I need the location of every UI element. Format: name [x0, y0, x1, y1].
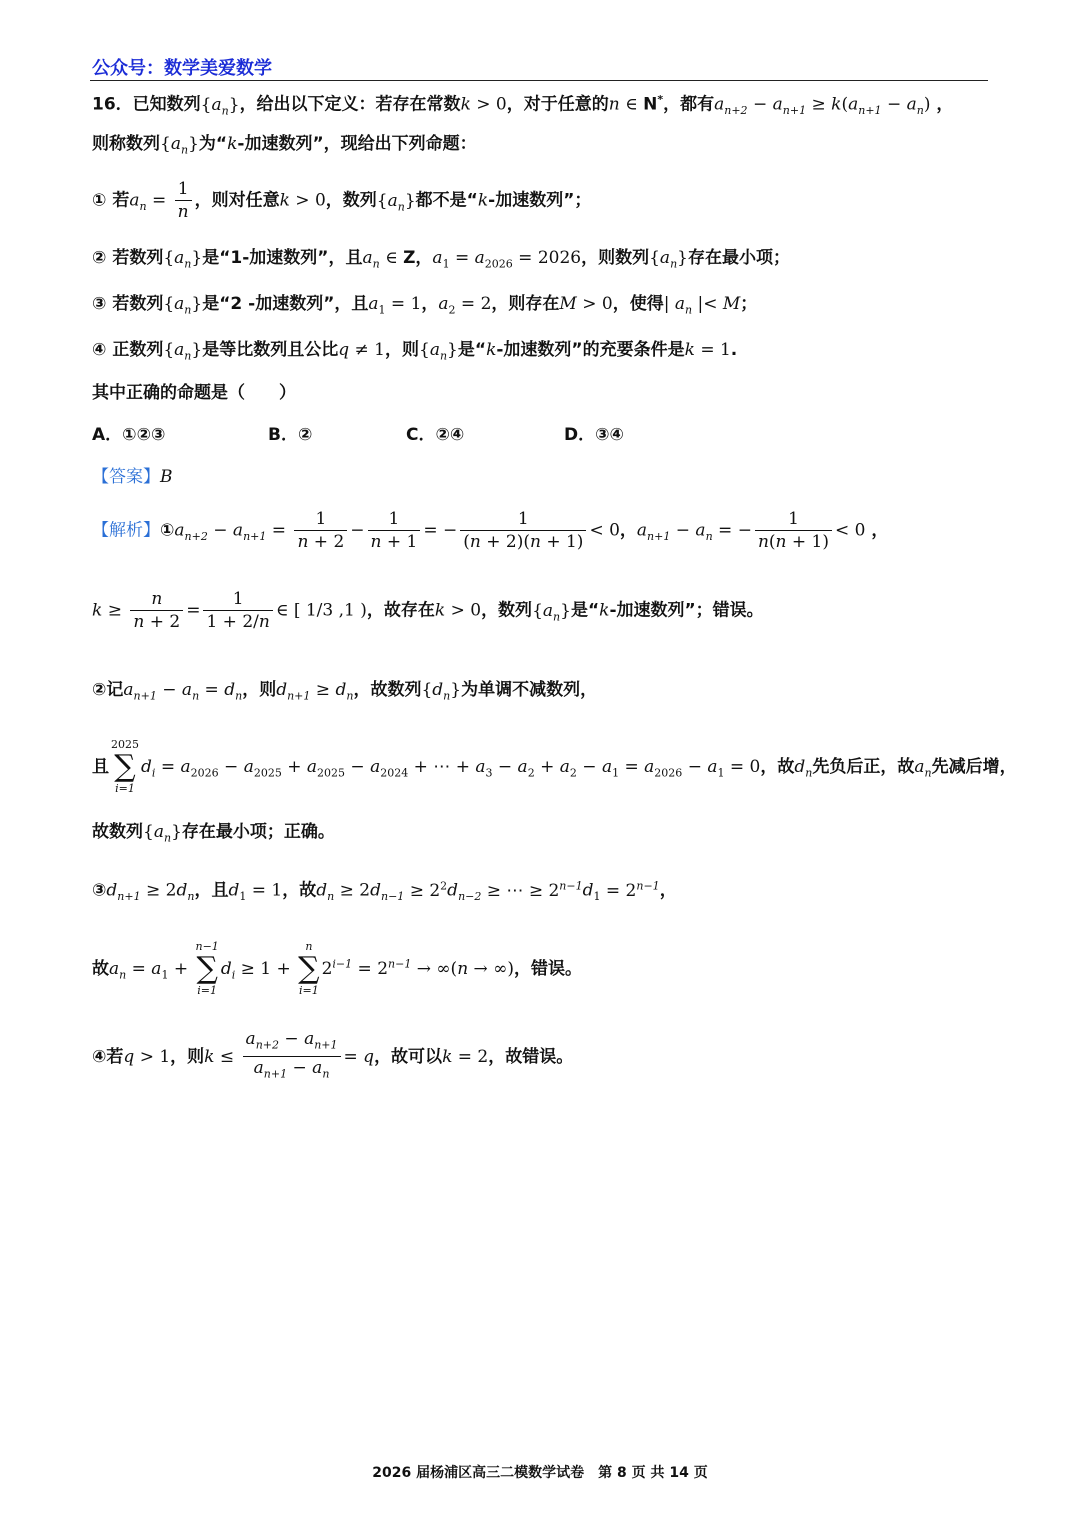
text: 是“	[570, 600, 600, 621]
option-letter: B．	[268, 425, 298, 445]
text: 存在最小项；正确。	[181, 822, 335, 842]
text: 且	[92, 757, 109, 777]
text: ，	[659, 880, 677, 901]
option-text: ③④	[595, 425, 624, 445]
text: ，故数列	[353, 680, 422, 700]
text: ，故存在	[366, 600, 435, 621]
text: 故	[92, 959, 109, 979]
header-rule	[90, 80, 988, 81]
text: ①	[160, 520, 175, 541]
text: 存在最小项；	[687, 248, 790, 268]
text: ，故	[282, 880, 317, 901]
text: ④若	[92, 1046, 124, 1067]
text: 先负后正，故	[812, 757, 915, 777]
option-b[interactable]	[268, 423, 406, 447]
prop-label: ④	[92, 340, 107, 360]
proposition-4: ④ 正数列$\{a_n\}$是等比数列且公比q ≠ 1，则$\{a_n\}$是“k-加速数列”的充要条件是k = 1.	[92, 340, 738, 363]
text: -加速数列”；	[488, 190, 592, 211]
option-a[interactable]	[92, 423, 268, 447]
question-line-2: 则称数列$\{a_n\}$为“k-加速数列”，现给出下列命题：	[92, 134, 477, 157]
text: ，给出以下定义：若存在常数	[239, 94, 461, 115]
analysis-step-1b: k ≥ $\frac{n}{n + 2}$ = $\frac{1}{1 + 2/n}$ ∈ [ 1/3 ,1 )，故存在k > 0，数列$\{a_n\}$是“k-加速数列”；错误。	[92, 589, 764, 632]
text: ，故	[760, 757, 795, 777]
text: 是“2 -加速数列”，且	[202, 294, 369, 314]
text: ，错误。	[514, 959, 582, 979]
answer-value: B	[160, 467, 173, 487]
answer-label: 【答案】	[92, 467, 160, 487]
text: ③	[92, 880, 107, 901]
analysis-label: 【解析】	[92, 520, 160, 541]
prop-label: ②	[92, 248, 107, 268]
proposition-2: ② 若数列$\{a_n\}$是“1-加速数列”，且$a_n$ ∈ Z，$a_1 = a_{2026} = 2026$，则数列$\{a_n\}$存在最小项；	[92, 248, 790, 271]
text: 已知数列	[132, 94, 201, 115]
text: -加速数列”，现给出下列命题：	[237, 134, 477, 154]
proposition-3: ③ 若数列$\{a_n\}$是“2 -加速数列”，且$a_1 = 1$，$a_2 = 2$，则存在M > 0，使得| $a_n$ |< M；	[92, 294, 758, 317]
question-line-1: 16．已知数列$\{a_n\}$，给出以下定义：若存在常数k > 0，对于任意的n ∈ N*，都有$a_{n+2} - a_{n+1} \ge k(a_{n+1} - a_n)$ ，	[92, 93, 954, 118]
prop-label: ①	[92, 190, 107, 211]
text: 为“	[198, 134, 228, 154]
analysis-step-4: ④若q > 1，则k ≤ $\frac{a_{n+2} - a_{n+1}}{a_{n+1} - a_n}$ = q，故可以k = 2，故错误。	[92, 1029, 574, 1081]
option-d[interactable]	[564, 423, 624, 447]
analysis-step-3a: $③d_{n+1} \ge 2d_n$，且$d_1 = 1$，故$d_n \ge 2d_{n-1} \ge 2^2d_{n-2}$ ≥ ⋯ ≥ $2^{n-1}d_1 = 2^{n-1}$，	[92, 879, 677, 904]
analysis-step-1a: 【解析】$①a_{n+2} - a_{n+1}$ = $\frac{1}{n + 2}$ − $\frac{1}{n + 1}$ = − $\frac{1}{(n + 2)(n + 1)}$ < 0，$a_{n+1} - a_n$ = − $\frac{1}{n(n + 1)}$ < 0 ，	[92, 509, 889, 552]
option-text: ②	[297, 425, 313, 445]
text: 都不是“	[415, 190, 478, 211]
text: 先减后增，	[931, 757, 1017, 777]
text: 若数列	[112, 248, 164, 268]
text: -加速数列”的充要条件是	[496, 340, 685, 360]
text: ，	[619, 520, 637, 541]
text: 是等比数列且公比	[202, 340, 339, 360]
text: ，则对任意	[194, 190, 280, 211]
text: -加速数列”；错误。	[609, 600, 764, 621]
analysis-step-2c: 故数列$\{a_n\}$存在最小项；正确。	[92, 822, 335, 845]
header-title: 公众号：数学美爱数学	[92, 58, 272, 79]
question-number: 16．	[92, 94, 133, 115]
text: ，使得	[612, 294, 664, 314]
text: 是“	[457, 340, 487, 360]
text: ，则存在	[491, 294, 560, 314]
question-ask: 其中正确的命题是（ ）	[92, 383, 296, 403]
text: ②记	[92, 680, 124, 700]
text: ，则	[242, 680, 277, 700]
text: ，	[421, 294, 439, 314]
text: .	[730, 340, 738, 360]
option-text: ①②③	[122, 425, 166, 445]
analysis-step-2b: 且 2025 ∑ i=1 $d_i = a_{2026} - a_{2025} + a_{2025} - a_{2024}$ + ⋯ + $a_3 - a_2 + a_2 - a_1 = a_{2026} - a_1 = 0$，故$d_n$先负后正，故$a_n$先减后增，	[92, 738, 1017, 795]
page-footer: 2026 届杨浦区高三二模数学试卷 第 8 页 共 14 页	[372, 1465, 708, 1481]
options-row	[92, 423, 624, 447]
text: ，且	[194, 880, 229, 901]
text: ，	[415, 248, 433, 268]
text: 为单调不减数列，	[461, 680, 598, 700]
option-letter: A．	[92, 425, 123, 445]
option-letter: C．	[406, 425, 436, 445]
text: ，则	[170, 1046, 205, 1067]
text: 若数列	[112, 294, 164, 314]
text: ，则数列	[581, 248, 650, 268]
text: 正数列	[112, 340, 164, 360]
option-text: ②④	[435, 425, 465, 445]
text: ，故可以	[374, 1046, 443, 1067]
text: ；	[740, 294, 758, 314]
analysis-step-3b: 故$a_n = a_1$ + n−1 ∑ i=1 $d_i \ge 1$ + n ∑ i=1 $2^{i-1} = 2^{n-1} \to \infty(n$ → ∞)，错误。	[92, 940, 582, 997]
answer-line	[92, 465, 173, 489]
text: ，故错误。	[488, 1046, 574, 1067]
text: 则称数列	[92, 134, 160, 154]
analysis-step-2a: ②记$a_{n+1} - a_n = d_n$，则$d_{n+1} \ge d_n$，故数列$\{d_n\}$为单调不减数列，	[92, 680, 598, 703]
text: 是“1-加速数列”，且	[202, 248, 363, 268]
prop-label: ③	[92, 294, 107, 314]
text: 若	[112, 190, 130, 211]
text: ，都有	[663, 94, 715, 115]
text: 故数列	[92, 822, 143, 842]
option-letter: D．	[564, 425, 596, 445]
text: ，对于任意的	[506, 94, 609, 115]
text: ，则	[384, 340, 419, 360]
option-c[interactable]	[406, 423, 564, 447]
text: ，数列	[481, 600, 533, 621]
text: ，数列	[325, 190, 377, 211]
proposition-1: ① 若$a_n$ = $\frac{1}{n}$ ，则对任意k > 0，数列$\{a_n\}$都不是“k-加速数列”；	[92, 179, 592, 222]
